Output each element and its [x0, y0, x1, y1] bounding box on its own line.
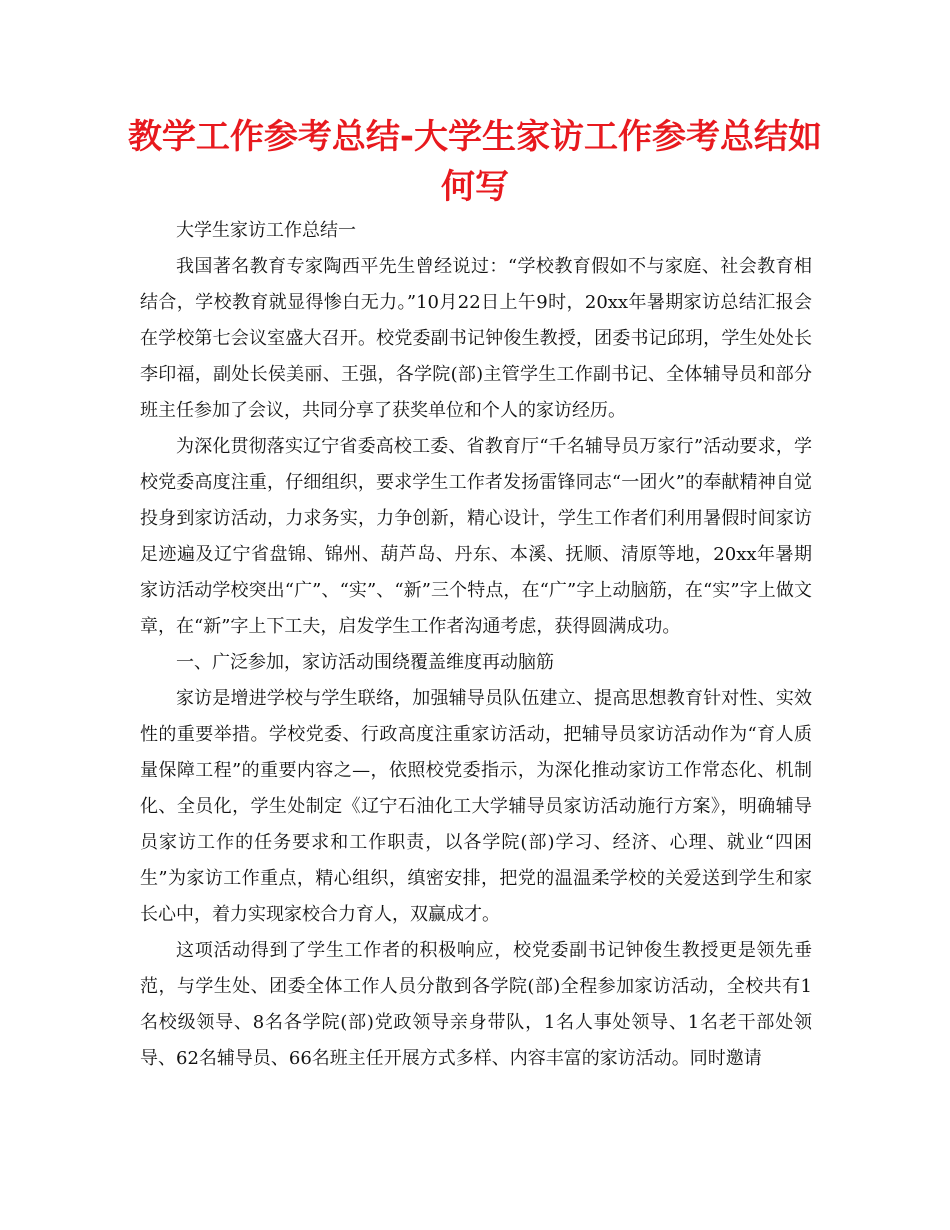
document-title: 教学工作参考总结-大学生家访工作参考总结如何写	[127, 117, 823, 207]
paragraph-2: 为深化贯彻落实辽宁省委高校工委、省教育厅“千名辅导员万家行”活动要求，学校党委高度注重，仔细组织，要求学生工作者发扬雷锋同志“一团火”的奉献精神自觉投身到家访活动，力求务实，力争创新，精心设计，学生工作者们利用暑假时间家访足迹遍及辽宁省盘锦、锦州、葫芦岛、丹东、本溪、抚顺、清原等地，20xx年暑期家访活动学校突出“广”、“实”、“新”三个特点，在“广”字上动脑筋，在“实”字上做文章，在“新”字上下工夫，启发学生工作者沟通考虑，获得圆满成功。	[140, 436, 812, 637]
section-paragraph-2: 这项活动得到了学生工作者的积极响应，校党委副书记钟俊生教授更是领先垂范，与学生处、团委全体工作人员分散到各学院(部)全程参加家访活动，全校共有1名校级领导、8名各学院(部)党政领导亲身带队，1名人事处领导、1名老干部处领导、62名辅导员、66名班主任开展方式多样、内容丰富的家访活动。同时邀请	[140, 940, 812, 1069]
document-body	[140, 213, 812, 1077]
section-paragraph-1: 家访是增进学校与学生联络，加强辅导员队伍建立、提高思想教育针对性、实效性的重要举措。学校党委、行政高度注重家访活动，把辅导员家访活动作为“育人质量保障工程”的重要内容之—，依照校党委指示，为深化推动家访工作常态化、机制化、全员化，学生处制定《辽宁石油化工大学辅导员家访活动施行方案》，明确辅导员家访工作的任务要求和工作职责，以各学院(部)学习、经济、心理、就业“四困生”为家访工作重点，精心组织，缜密安排，把党的温温柔学校的关爱送到学生和家长心中，着力实现家校合力育人，双赢成才。	[140, 688, 812, 925]
paragraph-1: 我国著名教育专家陶西平先生曾经说过：“学校教育假如不与家庭、社会教育相结合，学校教育就显得惨白无力。”10月22日上午9时，20xx年暑期家访总结汇报会在学校第七会议室盛大召开。校党委副书记钟俊生教授，团委书记邱玥，学生处处长李印福，副处长侯美丽、王强，各学院(部)主管学生工作副书记、全体辅导员和部分班主任参加了会议，共同分享了获奖单位和个人的家访经历。	[140, 256, 812, 421]
document-subtitle: 大学生家访工作总结一	[176, 220, 356, 241]
section-heading: 一、广泛参加，家访活动围绕覆盖维度再动脑筋	[176, 652, 554, 673]
